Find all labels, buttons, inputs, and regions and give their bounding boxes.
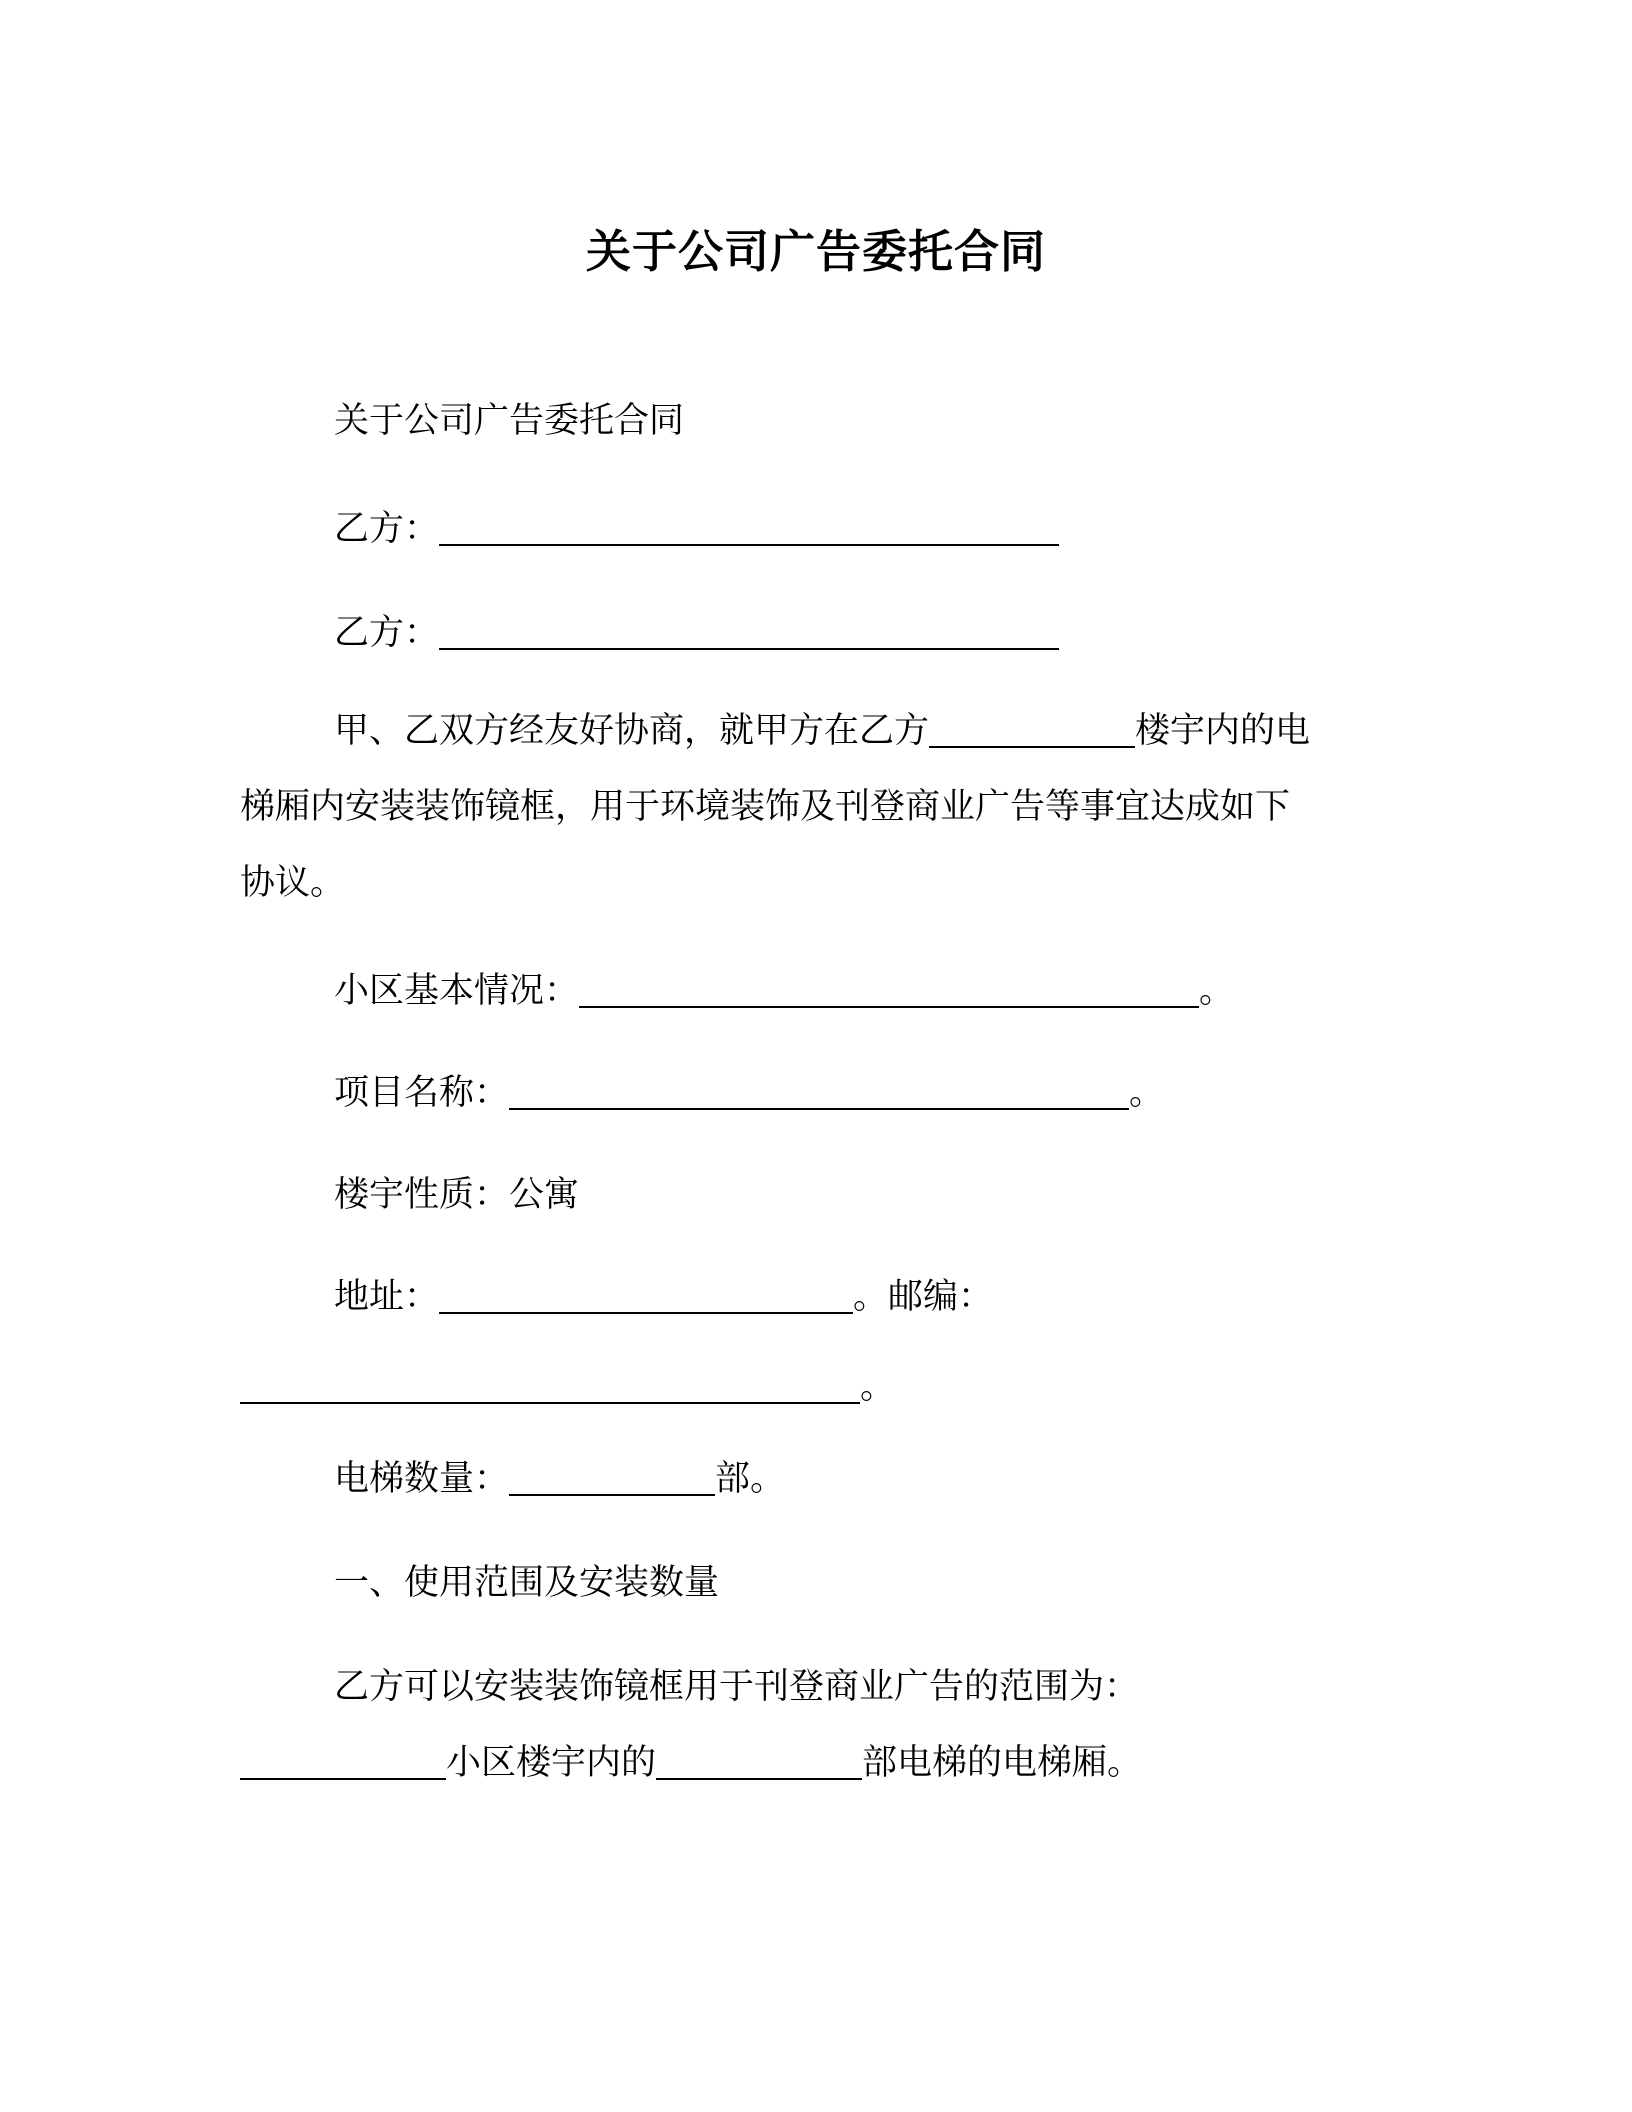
party-a-line	[334, 504, 1400, 554]
building-type-label: 楼宇性质：	[334, 1175, 510, 1215]
intro-text-part1: 甲、乙双方经友好协商，就甲方在乙方	[334, 711, 930, 751]
party-b-label: 乙方：	[334, 613, 440, 653]
section1-text: 乙方可以安装装饰镜框用于刊登商业广告的范围为：	[334, 1667, 1140, 1707]
postcode-line	[240, 1362, 1400, 1412]
building-blank	[929, 710, 1135, 748]
address-label: 地址：	[334, 1277, 440, 1317]
address-line	[334, 1272, 1400, 1322]
postcode-period: 。	[860, 1367, 896, 1407]
intro-line-1	[334, 706, 1400, 756]
document-heading: 关于公司广告委托合同	[334, 401, 685, 441]
party-a-blank	[439, 508, 1059, 546]
party-b-line	[334, 608, 1400, 658]
community-line	[334, 966, 1400, 1016]
project-blank	[509, 1072, 1129, 1110]
address-period: 。	[853, 1277, 889, 1317]
postcode-blank	[240, 1366, 860, 1404]
document-title: 关于公司广告委托合同	[585, 225, 1046, 278]
elevator-label: 电梯数量：	[334, 1459, 510, 1499]
community-label: 小区基本情况：	[334, 971, 580, 1011]
elevator-line	[334, 1454, 1400, 1504]
project-period: 。	[1129, 1073, 1165, 1113]
scope-part1: 小区楼宇内的	[446, 1743, 657, 1783]
project-line	[334, 1068, 1400, 1118]
party-a-label: 乙方：	[334, 509, 440, 549]
project-label: 项目名称：	[334, 1073, 510, 1113]
community-period: 。	[1199, 971, 1235, 1011]
party-b-blank	[439, 612, 1059, 650]
scope-elevator-blank	[656, 1742, 862, 1780]
scope-community-blank	[240, 1742, 446, 1780]
scope-part2: 部电梯的电梯厢。	[862, 1743, 1143, 1783]
section1-heading: 一、使用范围及安装数量	[334, 1563, 720, 1603]
address-blank	[439, 1276, 853, 1314]
intro-line-2: 梯厢内安装装饰镜框，用于环境装饰及刊登商业广告等事宜达成如下	[240, 787, 1291, 827]
building-type-line	[334, 1170, 1400, 1220]
building-type-value: 公寓	[509, 1175, 580, 1215]
intro-line-3: 协议。	[240, 863, 346, 903]
elevator-blank	[509, 1458, 715, 1496]
intro-text-part2: 楼宇内的电	[1135, 711, 1311, 751]
community-blank	[579, 970, 1199, 1008]
elevator-unit: 部。	[715, 1459, 786, 1499]
scope-line	[240, 1738, 1400, 1788]
postcode-label: 邮编：	[888, 1277, 994, 1317]
